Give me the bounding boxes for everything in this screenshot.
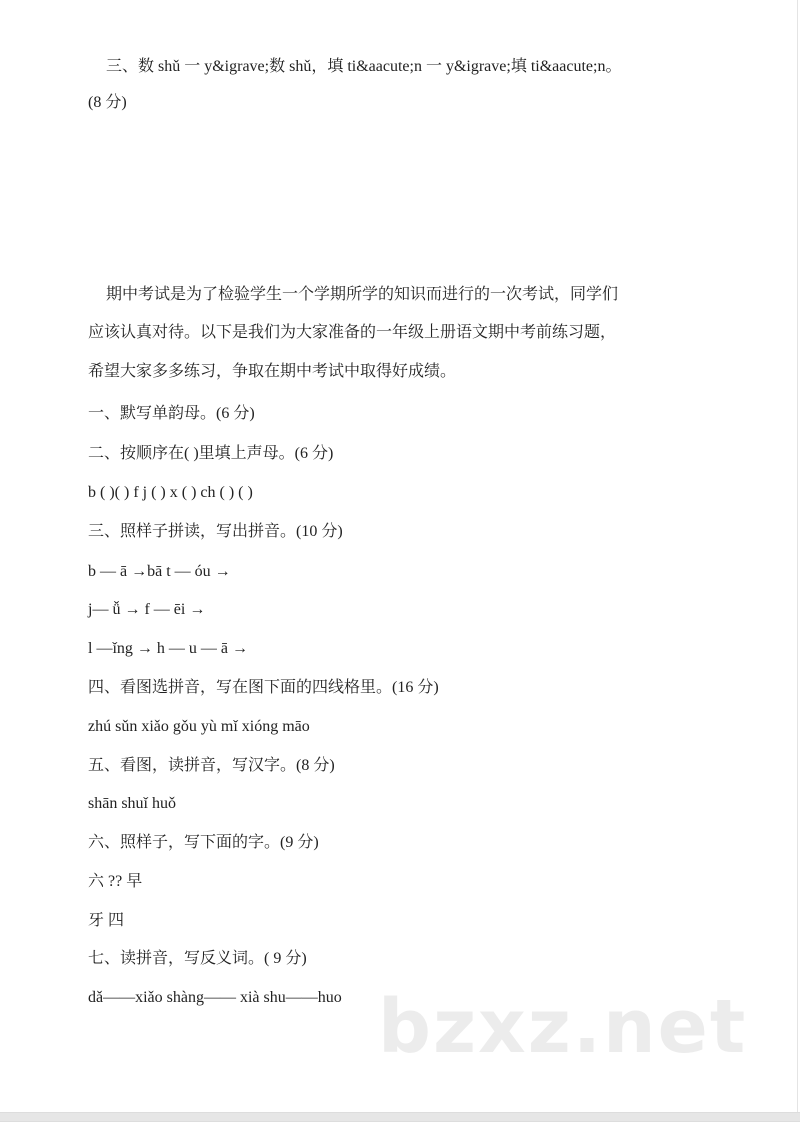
- question-line: b — ā →bā t — óu →: [88, 563, 231, 580]
- question-line: l —ǐng → h — u — ā →: [88, 640, 248, 657]
- question-line: 三、照样子拼读，写出拼音。(10 分): [88, 523, 343, 540]
- question-line: 六 ?? 早: [88, 873, 143, 890]
- question-line: 五、看图，读拼音，写汉字。(8 分): [88, 757, 335, 774]
- question-three-header: 三、数 shǔ 一 y&igrave;数 shǔ，填 ti&aacute;n 一 y&igrave;填 ti&aacute;n。: [106, 58, 622, 75]
- question-line: j— ǚ → f — ēi →: [88, 601, 206, 618]
- question-three-score: (8 分): [88, 94, 127, 111]
- intro-paragraph-line: 希望大家多多练习，争取在期中考试中取得好成绩。: [88, 363, 457, 380]
- question-line: 牙 四: [88, 912, 125, 929]
- question-line: 六、照样子，写下面的字。(9 分): [88, 834, 319, 851]
- question-line: zhú sǔn xiǎo gǒu yù mǐ xióng māo: [88, 718, 310, 735]
- page-separator: [0, 1112, 800, 1122]
- question-line: 七、读拼音，写反义词。( 9 分): [88, 950, 307, 967]
- intro-paragraph-line: 应该认真对待。以下是我们为大家准备的一年级上册语文期中考前练习题，: [88, 324, 617, 341]
- watermark: bzxz.net: [378, 984, 748, 1070]
- intro-paragraph-line: 期中考试是为了检验学生一个学期所学的知识而进行的一次考试，同学们: [106, 286, 619, 303]
- question-line: 二、按顺序在( )里填上声母。(6 分): [88, 445, 334, 462]
- page-edge: [797, 0, 798, 1112]
- question-line: 四、看图选拼音，写在图下面的四线格里。(16 分): [88, 679, 439, 696]
- question-line: b ( )( ) f j ( ) x ( ) ch ( ) ( ): [88, 484, 253, 501]
- question-line: shān shuǐ huǒ: [88, 795, 176, 812]
- question-line: dǎ——xiǎo shàng—— xià shu——huo: [88, 989, 342, 1006]
- question-line: 一、默写单韵母。(6 分): [88, 405, 255, 422]
